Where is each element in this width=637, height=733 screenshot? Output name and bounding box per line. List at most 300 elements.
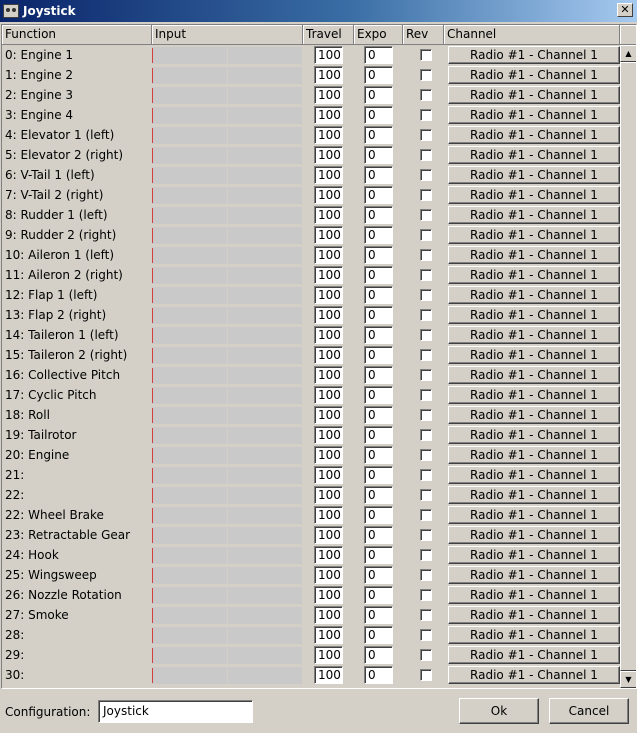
channel-select-button[interactable]: Radio #1 - Channel 1 [448, 226, 620, 244]
input-marker [152, 468, 153, 483]
travel-field[interactable]: 100 [314, 226, 343, 244]
expo-field[interactable]: 0 [364, 386, 393, 404]
channel-select-button[interactable]: Radio #1 - Channel 1 [448, 206, 620, 224]
travel-field[interactable]: 100 [314, 666, 343, 684]
table-row [2, 225, 620, 245]
reverse-checkbox[interactable] [420, 149, 432, 161]
function-label: 18: Roll [5, 408, 50, 422]
channel-grid [1, 24, 637, 689]
input-meter [152, 147, 303, 164]
input-bar-right [228, 647, 303, 664]
travel-field[interactable]: 100 [314, 306, 343, 324]
channel-select-button[interactable]: Radio #1 - Channel 1 [448, 446, 620, 464]
close-button[interactable]: ✕ [617, 3, 633, 17]
input-marker [152, 268, 153, 283]
input-marker [152, 368, 153, 383]
input-marker [152, 248, 153, 263]
input-marker [152, 588, 153, 603]
function-label: 16: Collective Pitch [5, 368, 121, 382]
function-label: 22: Wheel Brake [5, 508, 104, 522]
input-marker [152, 668, 153, 683]
channel-select-button[interactable]: Radio #1 - Channel 1 [448, 526, 620, 544]
input-bar-right [228, 507, 303, 524]
table-row [2, 205, 620, 225]
table-row [2, 565, 620, 585]
expo-field[interactable]: 0 [364, 406, 393, 424]
expo-field[interactable]: 0 [364, 46, 393, 64]
expo-field[interactable]: 0 [364, 446, 393, 464]
expo-field[interactable]: 0 [364, 546, 393, 564]
expo-field[interactable]: 0 [364, 126, 393, 144]
channel-select-button[interactable]: Radio #1 - Channel 1 [448, 146, 620, 164]
expo-field[interactable]: 0 [364, 306, 393, 324]
channel-select-button[interactable]: Radio #1 - Channel 1 [448, 666, 620, 684]
channel-select-button[interactable]: Radio #1 - Channel 1 [448, 126, 620, 144]
channel-select-button[interactable]: Radio #1 - Channel 1 [448, 86, 620, 104]
channel-select-button[interactable]: Radio #1 - Channel 1 [448, 626, 620, 644]
configuration-input[interactable]: Joystick [98, 700, 253, 723]
reverse-checkbox[interactable] [420, 249, 432, 261]
input-meter [152, 127, 303, 144]
reverse-checkbox[interactable] [420, 69, 432, 81]
input-bar-right [228, 47, 303, 64]
travel-field[interactable]: 100 [314, 526, 343, 544]
input-meter [152, 67, 303, 84]
input-marker [152, 628, 153, 643]
expo-field[interactable]: 0 [364, 346, 393, 364]
function-label: 10: Aileron 1 (left) [5, 248, 115, 262]
input-marker [152, 288, 153, 303]
channel-select-button[interactable]: Radio #1 - Channel 1 [448, 46, 620, 64]
function-label: 22: [5, 488, 25, 502]
table-row [2, 125, 620, 145]
table-row [2, 345, 620, 365]
travel-field[interactable]: 100 [314, 266, 343, 284]
input-bar-left [152, 627, 227, 644]
reverse-checkbox[interactable] [420, 609, 432, 621]
input-meter [152, 547, 303, 564]
input-bar-left [152, 307, 227, 324]
table-row [2, 665, 620, 685]
reverse-checkbox[interactable] [420, 369, 432, 381]
input-bar-left [152, 507, 227, 524]
channel-select-button[interactable]: Radio #1 - Channel 1 [448, 386, 620, 404]
channel-select-button[interactable]: Radio #1 - Channel 1 [448, 566, 620, 584]
function-label: 6: V-Tail 1 (left) [5, 168, 95, 182]
channel-select-button[interactable]: Radio #1 - Channel 1 [448, 486, 620, 504]
input-meter [152, 287, 303, 304]
reverse-checkbox[interactable] [420, 309, 432, 321]
scroll-up-icon[interactable]: ▲ [620, 45, 637, 62]
input-bar-left [152, 547, 227, 564]
input-bar-left [152, 407, 227, 424]
input-marker [152, 308, 153, 323]
travel-field[interactable]: 100 [314, 346, 343, 364]
input-marker [152, 428, 153, 443]
channel-select-button[interactable]: Radio #1 - Channel 1 [448, 186, 620, 204]
function-label: 11: Aileron 2 (right) [5, 268, 123, 282]
table-row [2, 325, 620, 345]
input-bar-left [152, 107, 227, 124]
travel-field[interactable]: 100 [314, 406, 343, 424]
input-bar-right [228, 427, 303, 444]
expo-field[interactable]: 0 [364, 266, 393, 284]
function-label: 17: Cyclic Pitch [5, 388, 97, 402]
expo-field[interactable]: 0 [364, 106, 393, 124]
table-row [2, 465, 620, 485]
input-bar-left [152, 427, 227, 444]
input-marker [152, 108, 153, 123]
channel-select-button[interactable]: Radio #1 - Channel 1 [448, 426, 620, 444]
reverse-checkbox[interactable] [420, 229, 432, 241]
expo-field[interactable]: 0 [364, 66, 393, 84]
channel-select-button[interactable]: Radio #1 - Channel 1 [448, 586, 620, 604]
input-marker [152, 648, 153, 663]
window-title: Joystick [23, 4, 76, 18]
input-bar-right [228, 127, 303, 144]
function-label: 7: V-Tail 2 (right) [5, 188, 104, 202]
input-meter [152, 327, 303, 344]
reverse-checkbox[interactable] [420, 629, 432, 641]
input-meter [152, 667, 303, 684]
travel-field[interactable]: 100 [314, 626, 343, 644]
title-bar [0, 0, 637, 22]
input-bar-left [152, 347, 227, 364]
expo-field[interactable]: 0 [364, 426, 393, 444]
reverse-checkbox[interactable] [420, 329, 432, 341]
input-marker [152, 148, 153, 163]
channel-select-button[interactable]: Radio #1 - Channel 1 [448, 286, 620, 304]
expo-field[interactable]: 0 [364, 566, 393, 584]
expo-field[interactable]: 0 [364, 206, 393, 224]
reverse-checkbox[interactable] [420, 569, 432, 581]
travel-field[interactable]: 100 [314, 546, 343, 564]
travel-field[interactable]: 100 [314, 146, 343, 164]
input-meter [152, 447, 303, 464]
input-bar-left [152, 567, 227, 584]
input-meter [152, 627, 303, 644]
input-meter [152, 507, 303, 524]
table-row [2, 365, 620, 385]
expo-field[interactable]: 0 [364, 586, 393, 604]
input-bar-left [152, 667, 227, 684]
table-row [2, 265, 620, 285]
input-meter [152, 267, 303, 284]
expo-field[interactable]: 0 [364, 86, 393, 104]
function-label: 29: [5, 648, 25, 662]
input-bar-right [228, 547, 303, 564]
function-label: 1: Engine 2 [5, 68, 74, 82]
input-bar-left [152, 487, 227, 504]
input-bar-right [228, 607, 303, 624]
table-row [2, 645, 620, 665]
input-bar-right [228, 227, 303, 244]
input-bar-left [152, 187, 227, 204]
expo-field[interactable]: 0 [364, 366, 393, 384]
travel-field[interactable]: 100 [314, 506, 343, 524]
table-row [2, 505, 620, 525]
input-bar-right [228, 447, 303, 464]
input-meter [152, 307, 303, 324]
table-row [2, 545, 620, 565]
function-label: 4: Elevator 1 (left) [5, 128, 115, 142]
travel-field[interactable]: 100 [314, 466, 343, 484]
input-meter [152, 427, 303, 444]
input-meter [152, 167, 303, 184]
channel-select-button[interactable]: Radio #1 - Channel 1 [448, 546, 620, 564]
col-header-expo[interactable]: Expo [354, 25, 403, 45]
table-row [2, 405, 620, 425]
reverse-checkbox[interactable] [420, 209, 432, 221]
input-marker [152, 328, 153, 343]
expo-field[interactable]: 0 [364, 226, 393, 244]
cancel-button[interactable]: Cancel [549, 698, 629, 724]
channel-select-button[interactable]: Radio #1 - Channel 1 [448, 106, 620, 124]
reverse-checkbox[interactable] [420, 409, 432, 421]
vertical-scrollbar[interactable] [620, 45, 637, 688]
table-row [2, 605, 620, 625]
travel-field[interactable]: 100 [314, 586, 343, 604]
input-meter [152, 527, 303, 544]
travel-field[interactable]: 100 [314, 186, 343, 204]
input-bar-right [228, 167, 303, 184]
reverse-checkbox[interactable] [420, 669, 432, 681]
channel-select-button[interactable]: Radio #1 - Channel 1 [448, 326, 620, 344]
input-bar-left [152, 127, 227, 144]
reverse-checkbox[interactable] [420, 489, 432, 501]
expo-field[interactable]: 0 [364, 506, 393, 524]
input-marker [152, 168, 153, 183]
function-label: 8: Rudder 1 (left) [5, 208, 108, 222]
travel-field[interactable]: 100 [314, 566, 343, 584]
table-row [2, 45, 620, 65]
input-bar-right [228, 147, 303, 164]
reverse-checkbox[interactable] [420, 429, 432, 441]
input-marker [152, 408, 153, 423]
input-marker [152, 128, 153, 143]
input-bar-left [152, 447, 227, 464]
expo-field[interactable]: 0 [364, 246, 393, 264]
input-marker [152, 488, 153, 503]
expo-field[interactable]: 0 [364, 486, 393, 504]
function-label: 19: Tailrotor [5, 428, 77, 442]
input-bar-right [228, 327, 303, 344]
grid-header [2, 25, 637, 45]
travel-field[interactable]: 100 [314, 286, 343, 304]
input-meter [152, 187, 303, 204]
input-bar-right [228, 467, 303, 484]
reverse-checkbox[interactable] [420, 49, 432, 61]
input-bar-right [228, 247, 303, 264]
reverse-checkbox[interactable] [420, 389, 432, 401]
input-meter [152, 227, 303, 244]
travel-field[interactable]: 100 [314, 66, 343, 84]
function-label: 21: [5, 468, 25, 482]
input-bar-right [228, 367, 303, 384]
reverse-checkbox[interactable] [420, 169, 432, 181]
reverse-checkbox[interactable] [420, 289, 432, 301]
input-marker [152, 348, 153, 363]
table-row [2, 165, 620, 185]
col-header-rev[interactable]: Rev [403, 25, 444, 45]
channel-select-button[interactable]: Radio #1 - Channel 1 [448, 366, 620, 384]
input-bar-right [228, 527, 303, 544]
travel-field[interactable]: 100 [314, 86, 343, 104]
input-bar-right [228, 307, 303, 324]
expo-field[interactable]: 0 [364, 186, 393, 204]
travel-field[interactable]: 100 [314, 446, 343, 464]
input-meter [152, 207, 303, 224]
expo-field[interactable]: 0 [364, 466, 393, 484]
scroll-thumb[interactable] [620, 62, 637, 671]
col-header-channel[interactable]: Channel [444, 25, 620, 45]
input-bar-left [152, 607, 227, 624]
expo-field[interactable]: 0 [364, 326, 393, 344]
col-header-input[interactable]: Input [152, 25, 303, 45]
input-marker [152, 48, 153, 63]
input-bar-left [152, 287, 227, 304]
reverse-checkbox[interactable] [420, 549, 432, 561]
channel-select-button[interactable]: Radio #1 - Channel 1 [448, 346, 620, 364]
travel-field[interactable]: 100 [314, 326, 343, 344]
input-meter [152, 607, 303, 624]
table-row [2, 425, 620, 445]
table-row [2, 625, 620, 645]
reverse-checkbox[interactable] [420, 469, 432, 481]
input-meter [152, 247, 303, 264]
expo-field[interactable]: 0 [364, 286, 393, 304]
table-row [2, 65, 620, 85]
table-row [2, 305, 620, 325]
travel-field[interactable]: 100 [314, 126, 343, 144]
col-header-travel[interactable]: Travel [303, 25, 354, 45]
channel-select-button[interactable]: Radio #1 - Channel 1 [448, 246, 620, 264]
expo-field[interactable]: 0 [364, 646, 393, 664]
travel-field[interactable]: 100 [314, 606, 343, 624]
reverse-checkbox[interactable] [420, 509, 432, 521]
reverse-checkbox[interactable] [420, 349, 432, 361]
channel-select-button[interactable]: Radio #1 - Channel 1 [448, 466, 620, 484]
table-row [2, 485, 620, 505]
reverse-checkbox[interactable] [420, 529, 432, 541]
expo-field[interactable]: 0 [364, 666, 393, 684]
travel-field[interactable]: 100 [314, 366, 343, 384]
col-header-function[interactable]: Function [2, 25, 152, 45]
function-label: 5: Elevator 2 (right) [5, 148, 124, 162]
channel-select-button[interactable]: Radio #1 - Channel 1 [448, 66, 620, 84]
channel-select-button[interactable]: Radio #1 - Channel 1 [448, 506, 620, 524]
travel-field[interactable]: 100 [314, 486, 343, 504]
input-bar-left [152, 467, 227, 484]
function-label: 2: Engine 3 [5, 88, 74, 102]
input-meter [152, 107, 303, 124]
input-bar-left [152, 247, 227, 264]
function-label: 12: Flap 1 (left) [5, 288, 98, 302]
reverse-checkbox[interactable] [420, 129, 432, 141]
function-label: 24: Hook [5, 548, 59, 562]
input-bar-right [228, 267, 303, 284]
expo-field[interactable]: 0 [364, 146, 393, 164]
function-label: 30: [5, 668, 25, 682]
travel-field[interactable]: 100 [314, 646, 343, 664]
input-bar-right [228, 287, 303, 304]
table-row [2, 445, 620, 465]
expo-field[interactable]: 0 [364, 626, 393, 644]
function-label: 15: Taileron 2 (right) [5, 348, 128, 362]
header-filler [620, 25, 637, 45]
input-meter [152, 587, 303, 604]
input-bar-right [228, 627, 303, 644]
expo-field[interactable]: 0 [364, 606, 393, 624]
function-label: 0: Engine 1 [5, 48, 74, 62]
channel-select-button[interactable]: Radio #1 - Channel 1 [448, 266, 620, 284]
input-bar-left [152, 587, 227, 604]
footer-bar [0, 690, 637, 733]
input-meter [152, 347, 303, 364]
reverse-checkbox[interactable] [420, 189, 432, 201]
input-bar-right [228, 407, 303, 424]
function-label: 3: Engine 4 [5, 108, 74, 122]
travel-field[interactable]: 100 [314, 206, 343, 224]
channel-select-button[interactable]: Radio #1 - Channel 1 [448, 406, 620, 424]
reverse-checkbox[interactable] [420, 649, 432, 661]
reverse-checkbox[interactable] [420, 269, 432, 281]
input-meter [152, 387, 303, 404]
reverse-checkbox[interactable] [420, 589, 432, 601]
input-bar-left [152, 647, 227, 664]
table-row [2, 385, 620, 405]
input-meter [152, 367, 303, 384]
reverse-checkbox[interactable] [420, 89, 432, 101]
input-bar-left [152, 227, 227, 244]
channel-select-button[interactable]: Radio #1 - Channel 1 [448, 646, 620, 664]
input-marker [152, 228, 153, 243]
table-row [2, 245, 620, 265]
travel-field[interactable]: 100 [314, 386, 343, 404]
input-marker [152, 388, 153, 403]
input-marker [152, 208, 153, 223]
travel-field[interactable]: 100 [314, 426, 343, 444]
function-label: 26: Nozzle Rotation [5, 588, 122, 602]
channel-select-button[interactable]: Radio #1 - Channel 1 [448, 606, 620, 624]
input-bar-right [228, 187, 303, 204]
input-marker [152, 548, 153, 563]
channel-select-button[interactable]: Radio #1 - Channel 1 [448, 166, 620, 184]
input-bar-left [152, 87, 227, 104]
scroll-down-icon[interactable]: ▼ [620, 671, 637, 688]
travel-field[interactable]: 100 [314, 246, 343, 264]
input-meter [152, 47, 303, 64]
table-row [2, 185, 620, 205]
expo-field[interactable]: 0 [364, 166, 393, 184]
input-marker [152, 188, 153, 203]
input-marker [152, 68, 153, 83]
channel-select-button[interactable]: Radio #1 - Channel 1 [448, 306, 620, 324]
reverse-checkbox[interactable] [420, 109, 432, 121]
input-bar-left [152, 367, 227, 384]
travel-field[interactable]: 100 [314, 166, 343, 184]
ok-button[interactable]: Ok [459, 698, 539, 724]
reverse-checkbox[interactable] [420, 449, 432, 461]
travel-field[interactable]: 100 [314, 106, 343, 124]
table-row [2, 525, 620, 545]
input-meter [152, 467, 303, 484]
function-label: 27: Smoke [5, 608, 69, 622]
travel-field[interactable]: 100 [314, 46, 343, 64]
input-bar-left [152, 67, 227, 84]
function-label: 14: Taileron 1 (left) [5, 328, 119, 342]
expo-field[interactable]: 0 [364, 526, 393, 544]
